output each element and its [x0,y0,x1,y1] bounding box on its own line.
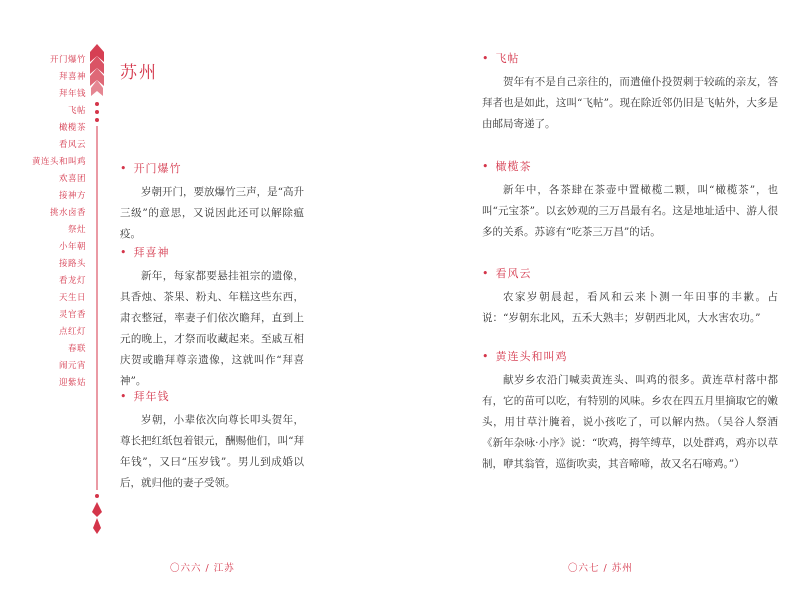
entry [120,160,304,245]
entry-body: 贺年有不是自己亲往的，而遣僮仆投贺刺于较疏的亲友，答拜者也是如此，这叫“飞帖”。现在除近邻仍旧是飞帖外，大多是由邮局寄递了。 [482,76,778,130]
bullet-icon: • [120,246,128,259]
entry [482,50,778,135]
entry-body: 岁朝开门，要放爆竹三声，是“高升三级”的意思，又说因此还可以解除瘟疫。 [120,186,304,240]
side-index-item[interactable]: 闹元宵 [58,361,86,371]
side-index-item[interactable]: 黄连头和叫鸡 [31,157,86,167]
side-index-item[interactable]: 灵官香 [58,310,86,320]
entry-heading-text: 开门爆竹 [133,162,182,175]
entry [120,244,304,392]
side-index-item[interactable]: 拜喜神 [58,72,86,82]
entry-heading [482,158,778,174]
bullet-icon: • [482,267,490,280]
bullet-icon: • [482,160,490,173]
entry-heading [120,244,304,260]
entry-heading-text: 看风云 [495,267,532,280]
page-folio: 〇六七 / 苏州 [568,563,633,574]
entry-body: 岁朝，小辈依次向尊长叩头贺年，尊长把红纸包着银元，酬赐他们，叫“拜年钱”，又曰“压岁钱”。男儿到成婚以后，就归他的妻子受领。 [120,414,304,489]
page-folio: 〇六六 / 江苏 [170,563,235,574]
entry-heading [482,348,778,364]
arrow-ornament-icon [86,42,108,542]
side-index [14,52,86,392]
entry-body: 献岁乡农沿门喊卖黄连头、叫鸡的很多。黄连草村落中都有，它的苗可以吃，有特别的风味。乡农在四五月里摘取它的嫩头，用甘草汁腌着，说小孩吃了，可以解内热。（吴谷人祭酒《新年杂咏·小序》说：“吹鸡，拇竿缚草，以处群鸡，鸡亦以草制，咿其翁管，巡街吹卖，其音啼啼，故又名石啼鸡。”） [482,374,778,470]
entry-body: 农家岁朝晨起，看风和云来卜测一年田事的丰歉。占说：“岁朝东北风，五禾大熟丰；岁朝西北风，大水害农功。” [482,291,778,324]
page-title: 苏州 [120,63,158,83]
side-index-item[interactable]: 天生日 [58,293,86,303]
entry-heading-text: 黄连头和叫鸡 [495,350,568,363]
entry [120,388,304,494]
entry-heading [120,160,304,176]
side-index-item[interactable]: 挑水卤香 [49,208,86,218]
entry [482,158,778,243]
side-index-item[interactable]: 小年朝 [58,242,86,252]
entry-heading [120,388,304,404]
bullet-icon: • [120,390,128,403]
side-index-item[interactable]: 点红灯 [58,327,86,337]
entry-heading-text: 橄榄茶 [495,160,532,173]
side-index-item[interactable]: 飞帖 [67,106,86,116]
side-index-item[interactable]: 祭灶 [67,225,86,235]
bullet-icon: • [120,162,128,175]
bullet-icon: • [482,350,490,363]
bullet-icon: • [482,52,490,65]
side-index-item[interactable]: 拜年钱 [58,89,86,99]
side-index-item[interactable]: 接路头 [58,259,86,269]
entry [482,265,778,329]
side-index-item[interactable]: 春联 [67,344,86,354]
entry-heading [482,50,778,66]
side-index-item[interactable]: 欢喜团 [58,174,86,184]
side-index-item[interactable]: 开门爆竹 [49,55,86,65]
entry [482,348,778,475]
entry-body: 新年中，各茶肆在茶壶中置橄榄二颗，叫“橄榄茶”，也叫“元宝茶”。以玄妙观的三万昌最有名。这是地址适中、游人很多的关系。苏谚有“吃茶三万昌”的话。 [482,184,778,238]
side-index-item[interactable]: 迎紫姑 [58,378,86,388]
entry-heading [482,265,778,281]
side-index-item[interactable]: 橄榄茶 [58,123,86,133]
side-index-item[interactable]: 看龙灯 [58,276,86,286]
entry-heading-text: 拜年钱 [133,390,170,403]
side-index-item[interactable]: 接神方 [58,191,86,201]
entry-body: 新年，每家都要悬挂祖宗的遗像，具香烛、茶果、粉丸、年糕这些东西，肃衣整冠，率妻子们依次瞻拜，直到上元的晚上，才祭而收藏起来。至戚互相庆贺或瞻拜尊亲遗像，这就叫作“拜喜神”。 [120,270,304,387]
entry-heading-text: 飞帖 [495,52,520,65]
entry-heading-text: 拜喜神 [133,246,170,259]
side-index-item[interactable]: 看风云 [58,140,86,150]
